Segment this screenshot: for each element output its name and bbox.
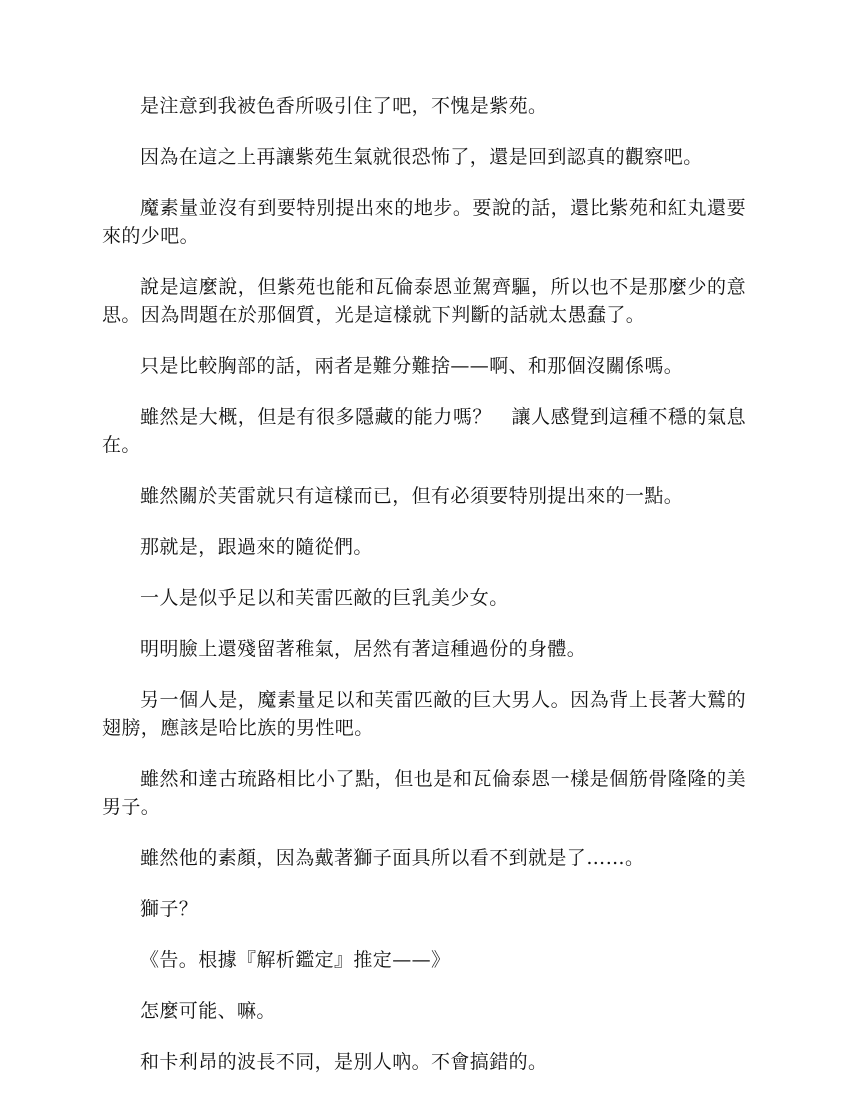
paragraph: 雖然是大概，但是有很多隱藏的能力嗎？ 讓人感覺到這種不穩的氣息在。 — [102, 406, 746, 456]
paragraph: 因為在這之上再讓紫苑生氣就很恐怖了，還是回到認真的觀察吧。 — [140, 146, 703, 168]
paragraph: 明明臉上還殘留著稚氣，居然有著這種過份的身體。 — [140, 638, 587, 660]
paragraph: 雖然和達古琉路相比小了點，但也是和瓦倫泰恩一樣是個筋骨隆隆的美男子。 — [102, 768, 746, 818]
document-body — [102, 92, 746, 1099]
paragraph: 說是這麼說，但紫苑也能和瓦倫泰恩並駕齊驅，所以也不是那麼少的意思。因為問題在於那個質，光是這樣就下判斷的話就太愚蠢了。 — [102, 276, 746, 326]
paragraph: 《告。根據『解析鑑定』推定——》 — [140, 949, 451, 971]
paragraph: 怎麼可能、嘛。 — [140, 1000, 276, 1022]
paragraph: 那就是，跟過來的隨從們。 — [140, 536, 373, 558]
paragraph: 一人是似乎足以和芙雷匹敵的巨乳美少女。 — [140, 587, 509, 609]
paragraph: 和卡利昂的波長不同，是別人吶。不會搞錯的。 — [140, 1051, 548, 1073]
paragraph: 是注意到我被色香所吸引住了吧，不愧是紫苑。 — [140, 95, 548, 117]
paragraph: 雖然他的素顏，因為戴著獅子面具所以看不到就是了……。 — [140, 847, 645, 869]
paragraph: 另一個人是，魔素量足以和芙雷匹敵的巨大男人。因為背上長著大鷲的翅膀，應該是哈比族的男性吧。 — [102, 689, 746, 739]
paragraph: 獅子？ — [140, 898, 199, 920]
paragraph: 雖然關於芙雷就只有這樣而已，但有必須要特別提出來的一點。 — [140, 485, 684, 507]
paragraph: 魔素量並沒有到要特別提出來的地步。要說的話，還比紫苑和紅丸還要來的少吧。 — [102, 197, 746, 247]
paragraph: 只是比較胸部的話，兩者是難分難捨——啊、和那個沒關係嗎。 — [140, 355, 684, 377]
